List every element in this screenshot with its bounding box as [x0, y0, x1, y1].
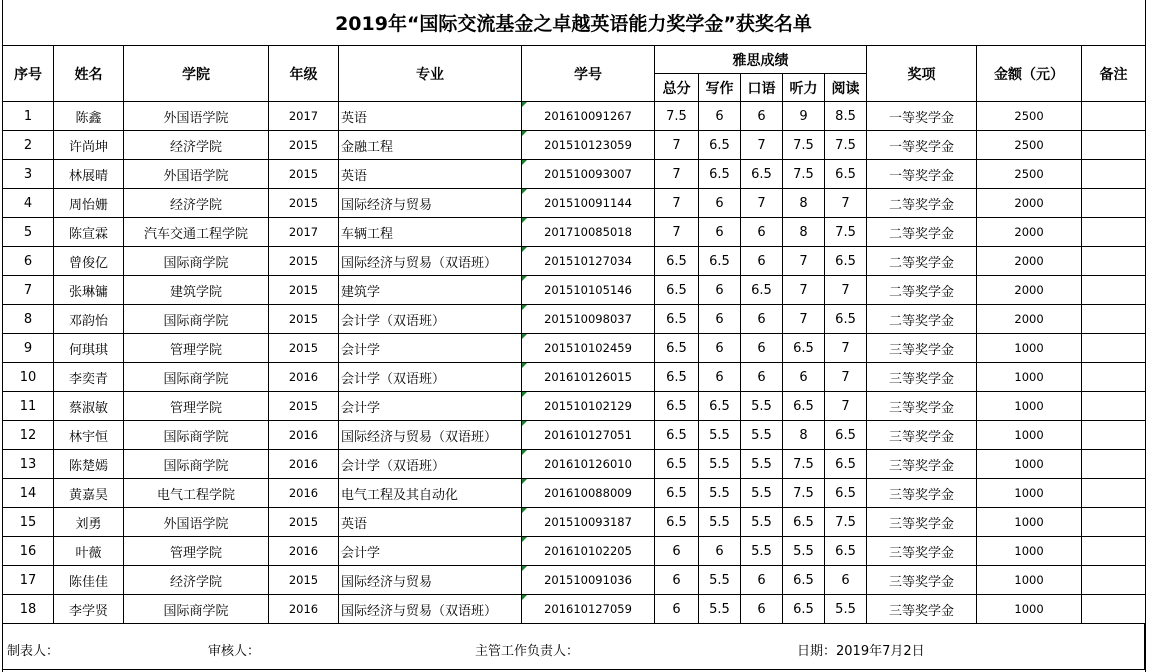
- header-reading: 阅读: [825, 74, 867, 102]
- cell-name[interactable]: 许尚坤: [54, 131, 124, 160]
- cell-remark[interactable]: [1082, 247, 1146, 276]
- date-label: 日期：2019年7月2日: [797, 644, 925, 659]
- cell-total[interactable]: 6.5: [655, 276, 699, 305]
- cell-amount[interactable]: 1000: [977, 537, 1082, 566]
- cell-no[interactable]: 12: [3, 421, 54, 450]
- cell-speaking[interactable]: 6.5: [741, 160, 783, 189]
- cell-no[interactable]: 6: [3, 247, 54, 276]
- cell-no[interactable]: 15: [3, 508, 54, 537]
- cell-remark[interactable]: [1082, 334, 1146, 363]
- cell-college[interactable]: 管理学院: [124, 334, 269, 363]
- cell-amount[interactable]: 1000: [977, 421, 1082, 450]
- cell-grade[interactable]: 2015: [269, 305, 339, 334]
- cell-college[interactable]: 经济学院: [124, 189, 269, 218]
- cell-student-id[interactable]: 201610088009: [522, 479, 655, 508]
- cell-award[interactable]: 三等奖学金: [867, 363, 977, 392]
- cell-writing[interactable]: 6: [699, 276, 741, 305]
- cell-remark[interactable]: [1082, 537, 1146, 566]
- cell-remark[interactable]: [1082, 305, 1146, 334]
- cell-total[interactable]: 6.5: [655, 450, 699, 479]
- table-body: [3, 102, 1146, 624]
- cell-college[interactable]: 国际商学院: [124, 363, 269, 392]
- cell-name[interactable]: 陈楚嫣: [54, 450, 124, 479]
- cell-speaking[interactable]: 6: [741, 102, 783, 131]
- cell-writing[interactable]: 5.5: [699, 508, 741, 537]
- cell-writing[interactable]: 5.5: [699, 450, 741, 479]
- cell-total[interactable]: 6.5: [655, 508, 699, 537]
- cell-writing[interactable]: 6.5: [699, 160, 741, 189]
- cell-name[interactable]: 叶薇: [54, 537, 124, 566]
- cell-award[interactable]: 二等奖学金: [867, 218, 977, 247]
- cell-remark[interactable]: [1082, 363, 1146, 392]
- cell-remark[interactable]: [1082, 102, 1146, 131]
- cell-award[interactable]: 三等奖学金: [867, 537, 977, 566]
- cell-college[interactable]: 建筑学院: [124, 276, 269, 305]
- cell-grade[interactable]: 2017: [269, 218, 339, 247]
- cell-award[interactable]: 三等奖学金: [867, 595, 977, 624]
- cell-name[interactable]: 黄嘉昊: [54, 479, 124, 508]
- table-row: [3, 131, 1146, 160]
- cell-amount[interactable]: 1000: [977, 508, 1082, 537]
- cell-name[interactable]: 蔡淑敏: [54, 392, 124, 421]
- header-speaking: 口语: [741, 74, 783, 102]
- header-major: 专业: [339, 46, 522, 102]
- cell-listening[interactable]: 7: [783, 247, 825, 276]
- cell-major[interactable]: 英语: [339, 102, 522, 131]
- cell-award[interactable]: 二等奖学金: [867, 189, 977, 218]
- cell-name[interactable]: 李学贤: [54, 595, 124, 624]
- cell-remark[interactable]: [1082, 566, 1146, 595]
- cell-reading[interactable]: 7.5: [825, 508, 867, 537]
- cell-amount[interactable]: 2000: [977, 247, 1082, 276]
- award-table: [2, 45, 1146, 624]
- cell-reading[interactable]: 6.5: [825, 537, 867, 566]
- cell-no[interactable]: 1: [3, 102, 54, 131]
- header-student-id: 学号: [522, 46, 655, 102]
- cell-award[interactable]: 三等奖学金: [867, 450, 977, 479]
- cell-reading[interactable]: 6.5: [825, 479, 867, 508]
- cell-student-id[interactable]: 201510091144: [522, 189, 655, 218]
- cell-listening[interactable]: 5.5: [783, 537, 825, 566]
- table-row: [3, 508, 1146, 537]
- cell-speaking[interactable]: 6: [741, 218, 783, 247]
- cell-writing[interactable]: 5.5: [699, 595, 741, 624]
- cell-total[interactable]: 6.5: [655, 247, 699, 276]
- cell-award[interactable]: 二等奖学金: [867, 276, 977, 305]
- reviewer-label: 审核人：: [208, 644, 261, 659]
- table-row: [3, 218, 1146, 247]
- cell-college[interactable]: 汽车交通工程学院: [124, 218, 269, 247]
- cell-listening[interactable]: 6.5: [783, 508, 825, 537]
- cell-college[interactable]: 管理学院: [124, 392, 269, 421]
- cell-remark[interactable]: [1082, 131, 1146, 160]
- cell-writing[interactable]: 6: [699, 537, 741, 566]
- cell-amount[interactable]: 1000: [977, 566, 1082, 595]
- cell-grade[interactable]: 2015: [269, 392, 339, 421]
- cell-remark[interactable]: [1082, 479, 1146, 508]
- cell-amount[interactable]: 1000: [977, 479, 1082, 508]
- cell-grade[interactable]: 2015: [269, 131, 339, 160]
- cell-college[interactable]: 国际商学院: [124, 421, 269, 450]
- cell-listening[interactable]: 6.5: [783, 334, 825, 363]
- cell-grade[interactable]: 2015: [269, 189, 339, 218]
- cell-student-id[interactable]: 201610127051: [522, 421, 655, 450]
- cell-grade[interactable]: 2017: [269, 102, 339, 131]
- cell-amount[interactable]: 2500: [977, 131, 1082, 160]
- cell-speaking[interactable]: 5.5: [741, 508, 783, 537]
- cell-listening[interactable]: 7.5: [783, 450, 825, 479]
- cell-award[interactable]: 一等奖学金: [867, 131, 977, 160]
- cell-reading[interactable]: 8.5: [825, 102, 867, 131]
- table-row: [3, 566, 1146, 595]
- cell-speaking[interactable]: 6.5: [741, 276, 783, 305]
- cell-total[interactable]: 7.5: [655, 102, 699, 131]
- cell-listening[interactable]: 7: [783, 305, 825, 334]
- cell-no[interactable]: 7: [3, 276, 54, 305]
- cell-name[interactable]: 陈宣霖: [54, 218, 124, 247]
- cell-reading[interactable]: 7: [825, 334, 867, 363]
- cell-speaking[interactable]: 6: [741, 305, 783, 334]
- cell-amount[interactable]: 2000: [977, 276, 1082, 305]
- cell-listening[interactable]: 7.5: [783, 160, 825, 189]
- cell-award[interactable]: 二等奖学金: [867, 305, 977, 334]
- cell-major[interactable]: 金融工程: [339, 131, 522, 160]
- cell-reading[interactable]: 5.5: [825, 595, 867, 624]
- cell-writing[interactable]: 6: [699, 189, 741, 218]
- cell-speaking[interactable]: 6: [741, 566, 783, 595]
- cell-major[interactable]: 会计学: [339, 392, 522, 421]
- header-remark: 备注: [1082, 46, 1146, 102]
- cell-speaking[interactable]: 6: [741, 595, 783, 624]
- cell-remark[interactable]: [1082, 276, 1146, 305]
- cell-student-id[interactable]: 201510102129: [522, 392, 655, 421]
- cell-college[interactable]: 经济学院: [124, 566, 269, 595]
- cell-college[interactable]: 国际商学院: [124, 595, 269, 624]
- cell-reading[interactable]: 7: [825, 392, 867, 421]
- table-row: [3, 421, 1146, 450]
- header-writing: 写作: [699, 74, 741, 102]
- cell-speaking[interactable]: 7: [741, 189, 783, 218]
- cell-grade[interactable]: 2015: [269, 247, 339, 276]
- cell-student-id[interactable]: 201510127034: [522, 247, 655, 276]
- cell-student-id[interactable]: 201710085018: [522, 218, 655, 247]
- maker-label: 制表人：: [7, 644, 60, 659]
- cell-student-id[interactable]: 201510123059: [522, 131, 655, 160]
- cell-college[interactable]: 外国语学院: [124, 160, 269, 189]
- cell-major[interactable]: 国际经济与贸易（双语班）: [339, 421, 522, 450]
- cell-speaking[interactable]: 6: [741, 334, 783, 363]
- cell-award[interactable]: 三等奖学金: [867, 334, 977, 363]
- cell-major[interactable]: 会计学（双语班）: [339, 450, 522, 479]
- cell-name[interactable]: 李奕青: [54, 363, 124, 392]
- cell-amount[interactable]: 2000: [977, 218, 1082, 247]
- cell-student-id[interactable]: 201610127059: [522, 595, 655, 624]
- cell-amount[interactable]: 2000: [977, 305, 1082, 334]
- cell-listening[interactable]: 8: [783, 189, 825, 218]
- cell-student-id[interactable]: 201510102459: [522, 334, 655, 363]
- cell-listening[interactable]: 6.5: [783, 566, 825, 595]
- cell-student-id[interactable]: 201610102205: [522, 537, 655, 566]
- cell-listening[interactable]: 6.5: [783, 595, 825, 624]
- cell-grade[interactable]: 2015: [269, 508, 339, 537]
- cell-student-id[interactable]: 201510093007: [522, 160, 655, 189]
- table-row: [3, 479, 1146, 508]
- cell-major[interactable]: 英语: [339, 508, 522, 537]
- cell-amount[interactable]: 2000: [977, 189, 1082, 218]
- cell-reading[interactable]: 6.5: [825, 450, 867, 479]
- cell-remark[interactable]: [1082, 218, 1146, 247]
- cell-award[interactable]: 三等奖学金: [867, 566, 977, 595]
- header-total: 总分: [655, 74, 699, 102]
- table-row: [3, 305, 1146, 334]
- cell-no[interactable]: 3: [3, 160, 54, 189]
- cell-total[interactable]: 6.5: [655, 479, 699, 508]
- cell-total[interactable]: 6.5: [655, 421, 699, 450]
- table-row: [3, 189, 1146, 218]
- cell-amount[interactable]: 1000: [977, 334, 1082, 363]
- cell-reading[interactable]: 7: [825, 276, 867, 305]
- cell-listening[interactable]: 9: [783, 102, 825, 131]
- table-row: [3, 450, 1146, 479]
- cell-award[interactable]: 二等奖学金: [867, 247, 977, 276]
- cell-reading[interactable]: 6.5: [825, 305, 867, 334]
- cell-total[interactable]: 7: [655, 160, 699, 189]
- cell-remark[interactable]: [1082, 595, 1146, 624]
- cell-writing[interactable]: 6: [699, 305, 741, 334]
- cell-student-id[interactable]: 201510091036: [522, 566, 655, 595]
- table-row: [3, 160, 1146, 189]
- cell-award[interactable]: 三等奖学金: [867, 392, 977, 421]
- cell-grade[interactable]: 2015: [269, 160, 339, 189]
- cell-student-id[interactable]: 201510098037: [522, 305, 655, 334]
- signature-footer: [2, 623, 1145, 670]
- cell-speaking[interactable]: 5.5: [741, 421, 783, 450]
- cell-no[interactable]: 13: [3, 450, 54, 479]
- cell-award[interactable]: 一等奖学金: [867, 160, 977, 189]
- table-row: [3, 392, 1146, 421]
- cell-major[interactable]: 国际经济与贸易（双语班）: [339, 595, 522, 624]
- cell-reading[interactable]: 6: [825, 566, 867, 595]
- cell-grade[interactable]: 2016: [269, 363, 339, 392]
- cell-reading[interactable]: 7.5: [825, 131, 867, 160]
- cell-major[interactable]: 国际经济与贸易: [339, 189, 522, 218]
- table-row: [3, 102, 1146, 131]
- cell-writing[interactable]: 5.5: [699, 421, 741, 450]
- cell-no[interactable]: 8: [3, 305, 54, 334]
- cell-no[interactable]: 18: [3, 595, 54, 624]
- cell-college[interactable]: 国际商学院: [124, 247, 269, 276]
- cell-grade[interactable]: 2016: [269, 479, 339, 508]
- cell-amount[interactable]: 1000: [977, 450, 1082, 479]
- cell-grade[interactable]: 2016: [269, 450, 339, 479]
- cell-major[interactable]: 车辆工程: [339, 218, 522, 247]
- cell-no[interactable]: 11: [3, 392, 54, 421]
- cell-writing[interactable]: 5.5: [699, 479, 741, 508]
- table-row: [3, 537, 1146, 566]
- cell-award[interactable]: 三等奖学金: [867, 421, 977, 450]
- cell-major[interactable]: 会计学（双语班）: [339, 363, 522, 392]
- cell-student-id[interactable]: 201610126015: [522, 363, 655, 392]
- table-row: [3, 247, 1146, 276]
- cell-reading[interactable]: 7: [825, 363, 867, 392]
- cell-listening[interactable]: 6: [783, 363, 825, 392]
- cell-reading[interactable]: 6.5: [825, 160, 867, 189]
- cell-remark[interactable]: [1082, 189, 1146, 218]
- cell-listening[interactable]: 7: [783, 276, 825, 305]
- cell-grade[interactable]: 2015: [269, 276, 339, 305]
- header-listening: 听力: [783, 74, 825, 102]
- cell-college[interactable]: 电气工程学院: [124, 479, 269, 508]
- table-row: [3, 334, 1146, 363]
- cell-total[interactable]: 6: [655, 595, 699, 624]
- cell-grade[interactable]: 2016: [269, 595, 339, 624]
- cell-name[interactable]: 陈佳佳: [54, 566, 124, 595]
- header-award: 奖项: [867, 46, 977, 102]
- cell-name[interactable]: 周怡姗: [54, 189, 124, 218]
- cell-remark[interactable]: [1082, 421, 1146, 450]
- cell-no[interactable]: 10: [3, 363, 54, 392]
- cell-major[interactable]: 会计学（双语班）: [339, 305, 522, 334]
- cell-college[interactable]: 管理学院: [124, 537, 269, 566]
- cell-name[interactable]: 陈鑫: [54, 102, 124, 131]
- cell-total[interactable]: 6: [655, 566, 699, 595]
- cell-total[interactable]: 7: [655, 218, 699, 247]
- table-row: [3, 363, 1146, 392]
- cell-speaking[interactable]: 5.5: [741, 537, 783, 566]
- cell-total[interactable]: 6.5: [655, 363, 699, 392]
- cell-student-id[interactable]: 201510105146: [522, 276, 655, 305]
- cell-total[interactable]: 7: [655, 131, 699, 160]
- cell-student-id[interactable]: 201510093187: [522, 508, 655, 537]
- cell-award[interactable]: 三等奖学金: [867, 479, 977, 508]
- cell-major[interactable]: 电气工程及其自动化: [339, 479, 522, 508]
- cell-total[interactable]: 6: [655, 537, 699, 566]
- cell-speaking[interactable]: 6: [741, 247, 783, 276]
- cell-grade[interactable]: 2016: [269, 421, 339, 450]
- cell-total[interactable]: 6.5: [655, 392, 699, 421]
- cell-writing[interactable]: 6: [699, 363, 741, 392]
- cell-speaking[interactable]: 6: [741, 363, 783, 392]
- cell-remark[interactable]: [1082, 392, 1146, 421]
- cell-college[interactable]: 经济学院: [124, 131, 269, 160]
- cell-no[interactable]: 16: [3, 537, 54, 566]
- cell-major[interactable]: 会计学: [339, 537, 522, 566]
- cell-listening[interactable]: 8: [783, 218, 825, 247]
- cell-name[interactable]: 林展晴: [54, 160, 124, 189]
- cell-listening[interactable]: 6.5: [783, 392, 825, 421]
- cell-amount[interactable]: 1000: [977, 595, 1082, 624]
- cell-student-id[interactable]: 201610126010: [522, 450, 655, 479]
- cell-writing[interactable]: 6.5: [699, 392, 741, 421]
- cell-name[interactable]: 刘勇: [54, 508, 124, 537]
- cell-amount[interactable]: 1000: [977, 363, 1082, 392]
- cell-speaking[interactable]: 7: [741, 131, 783, 160]
- cell-speaking[interactable]: 5.5: [741, 392, 783, 421]
- cell-listening[interactable]: 7.5: [783, 131, 825, 160]
- cell-college[interactable]: 国际商学院: [124, 450, 269, 479]
- header-college: 学院: [124, 46, 269, 102]
- header-ielts: 雅思成绩: [655, 46, 867, 74]
- cell-writing[interactable]: 6: [699, 334, 741, 363]
- page-title: 2019年“国际交流基金之卓越英语能力奖学金”获奖名单: [335, 13, 812, 35]
- cell-amount[interactable]: 2500: [977, 102, 1082, 131]
- cell-speaking[interactable]: 5.5: [741, 450, 783, 479]
- cell-name[interactable]: 张琳镛: [54, 276, 124, 305]
- cell-writing[interactable]: 6: [699, 102, 741, 131]
- cell-grade[interactable]: 2015: [269, 566, 339, 595]
- cell-reading[interactable]: 6.5: [825, 247, 867, 276]
- cell-name[interactable]: 何琪琪: [54, 334, 124, 363]
- cell-name[interactable]: 林宇恒: [54, 421, 124, 450]
- header-name: 姓名: [54, 46, 124, 102]
- cell-college[interactable]: 外国语学院: [124, 102, 269, 131]
- cell-listening[interactable]: 8: [783, 421, 825, 450]
- cell-no[interactable]: 17: [3, 566, 54, 595]
- cell-total[interactable]: 7: [655, 189, 699, 218]
- cell-remark[interactable]: [1082, 160, 1146, 189]
- cell-remark[interactable]: [1082, 450, 1146, 479]
- cell-total[interactable]: 6.5: [655, 334, 699, 363]
- cell-major[interactable]: 国际经济与贸易（双语班）: [339, 247, 522, 276]
- cell-speaking[interactable]: 5.5: [741, 479, 783, 508]
- cell-award[interactable]: 三等奖学金: [867, 508, 977, 537]
- cell-writing[interactable]: 6.5: [699, 247, 741, 276]
- cell-writing[interactable]: 6: [699, 218, 741, 247]
- cell-major[interactable]: 建筑学: [339, 276, 522, 305]
- header-grade: 年级: [269, 46, 339, 102]
- cell-major[interactable]: 会计学: [339, 334, 522, 363]
- cell-name[interactable]: 曾俊亿: [54, 247, 124, 276]
- table-row: [3, 276, 1146, 305]
- supervisor-label: 主管工作负责人：: [475, 644, 580, 659]
- cell-student-id[interactable]: 201610091267: [522, 102, 655, 131]
- cell-major[interactable]: 英语: [339, 160, 522, 189]
- cell-no[interactable]: 9: [3, 334, 54, 363]
- cell-reading[interactable]: 6.5: [825, 421, 867, 450]
- cell-total[interactable]: 6.5: [655, 305, 699, 334]
- cell-no[interactable]: 5: [3, 218, 54, 247]
- cell-name[interactable]: 邓韵怡: [54, 305, 124, 334]
- cell-reading[interactable]: 7.5: [825, 218, 867, 247]
- cell-amount[interactable]: 2500: [977, 160, 1082, 189]
- cell-grade[interactable]: 2015: [269, 334, 339, 363]
- cell-college[interactable]: 国际商学院: [124, 305, 269, 334]
- header-amount: 金额（元）: [977, 46, 1082, 102]
- cell-writing[interactable]: 5.5: [699, 566, 741, 595]
- cell-remark[interactable]: [1082, 508, 1146, 537]
- cell-no[interactable]: 4: [3, 189, 54, 218]
- cell-no[interactable]: 2: [3, 131, 54, 160]
- cell-college[interactable]: 外国语学院: [124, 508, 269, 537]
- cell-grade[interactable]: 2016: [269, 537, 339, 566]
- cell-major[interactable]: 国际经济与贸易: [339, 566, 522, 595]
- cell-amount[interactable]: 1000: [977, 392, 1082, 421]
- table-row: [3, 595, 1146, 624]
- cell-no[interactable]: 14: [3, 479, 54, 508]
- cell-reading[interactable]: 7: [825, 189, 867, 218]
- cell-listening[interactable]: 7.5: [783, 479, 825, 508]
- cell-award[interactable]: 一等奖学金: [867, 102, 977, 131]
- cell-writing[interactable]: 6.5: [699, 131, 741, 160]
- header-no: 序号: [3, 46, 54, 102]
